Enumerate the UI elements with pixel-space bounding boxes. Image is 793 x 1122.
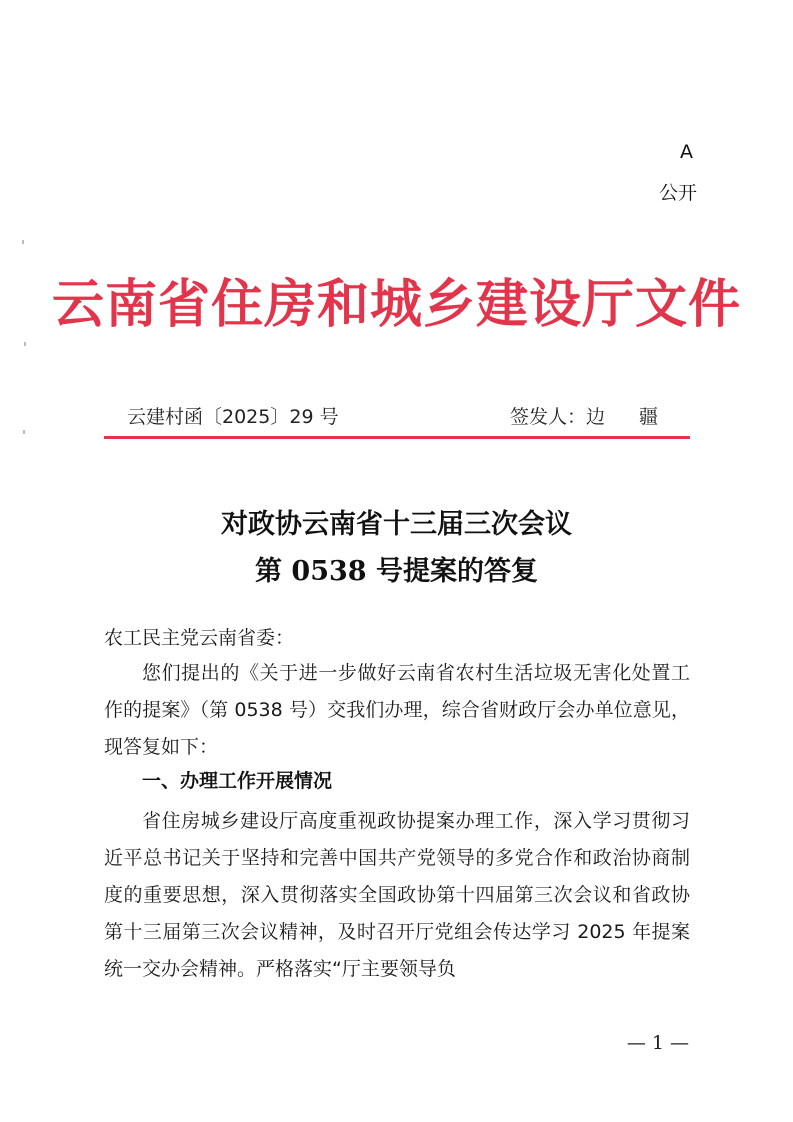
document-title-line2: 第 0538 号提案的答复 — [255, 556, 538, 587]
scan-speck — [22, 240, 24, 244]
scan-speck — [23, 430, 25, 434]
red-separator-rule — [104, 436, 690, 439]
document-number: 云建村函〔2025〕29 号 — [127, 406, 339, 428]
document-title-line1: 对政协云南省十三届三次会议 — [221, 509, 572, 540]
signer-block — [510, 402, 672, 429]
disclosure-mark: 公开 — [658, 182, 697, 204]
issuer-red-header: 云南省住房和城乡建设厅文件 — [51, 274, 741, 335]
body-paragraph-2: 省住房城乡建设厅高度重视政协提案办理工作，深入学习贯彻习近平总书记关于坚持和完善中国共产党领导的多党合作和政治协商制度的重要思想，深入贯彻落实全国政协第十四届第三次会议和省政协第十三届第三次会议精神，及时召开厅党组会传达学习 2025 年提案统一交办会精神。严格落实“厅主要领导负 — [104, 810, 690, 980]
scan-speck — [24, 342, 26, 346]
classification-level-mark: A — [680, 141, 693, 163]
addressee: 农工民主党云南省委： — [104, 627, 295, 649]
page-number: — 1 — — [626, 1032, 689, 1054]
signer-label: 签发人： — [509, 406, 586, 428]
signer-name: 边 疆 — [585, 406, 672, 428]
body-paragraph-1: 您们提出的《关于进一步做好云南省农村生活垃圾无害化处置工作的提案》（第 0538 号）交我们办理，综合省财政厅会办单位意见，现答复如下： — [104, 662, 690, 758]
section-heading-1: 一、办理工作开展情况 — [142, 770, 333, 792]
